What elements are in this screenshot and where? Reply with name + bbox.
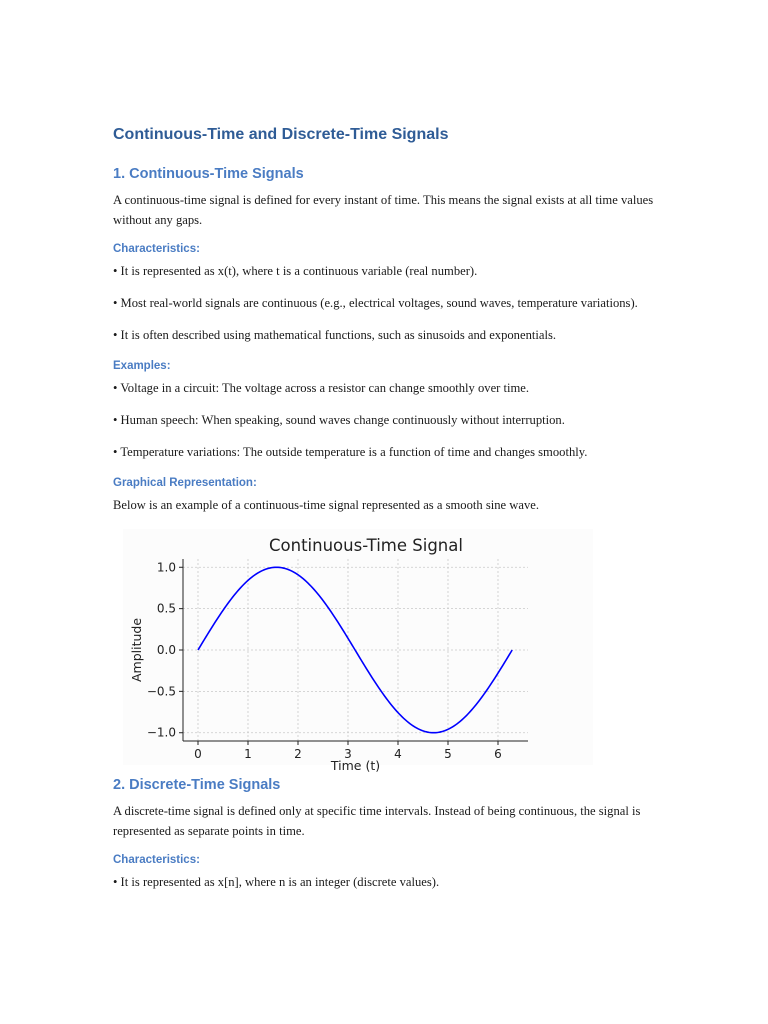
chart-series [198, 567, 512, 732]
continuous-characteristic-item: • Most real-world signals are continuous (e.g., electrical voltages, sound waves, temperature variations). [113, 296, 638, 310]
chart-svg [123, 529, 593, 773]
continuous-example-item: • Human speech: When speaking, sound waves change continuously without interruption. [113, 413, 565, 427]
chart-y-tick-label: −1.0 [146, 725, 176, 740]
chart-y-tick-label: 0.0 [156, 643, 176, 657]
discrete-characteristic-item: • It is represented as x[n], where n is an integer (discrete values). [113, 875, 440, 889]
continuous-examples-label: Examples: [113, 360, 171, 372]
document-content [113, 124, 658, 904]
discrete-intro-paragraph: A discrete-time signal is defined only at specific time intervals. Instead of being continuous, the signal is represented as separate points in time. [113, 804, 641, 838]
continuous-characteristic-item: • It is often described using mathematical functions, such as sinusoids and exponentials. [113, 328, 557, 342]
chart-x-tick-label: 3 [344, 747, 352, 761]
continuous-intro-paragraph: A continuous-time signal is defined for every instant of time. This means the signal exists at all time values without any gaps. [113, 193, 654, 227]
continuous-characteristics-label: Characteristics: [113, 243, 200, 255]
chart-x-tick-label: 4 [394, 747, 402, 761]
section-heading-discrete: 2. Discrete-Time Signals [113, 777, 281, 793]
continuous-example-item: • Temperature variations: The outside temperature is a function of time and changes smoothly. [113, 445, 588, 459]
section-heading-continuous: 1. Continuous-Time Signals [113, 166, 304, 182]
chart-title: Continuous-Time Signal [269, 536, 463, 555]
continuous-characteristic-item: • It is represented as x(t), where t is a continuous variable (real number). [113, 264, 478, 278]
chart-x-tick-label: 1 [244, 747, 252, 761]
chart-ticks [147, 560, 502, 761]
chart-y-tick-label: 1.0 [156, 560, 176, 575]
chart-x-tick-label: 2 [294, 747, 302, 761]
chart-y-tick-label: −0.5 [146, 684, 176, 699]
graphical-representation-text: Below is an example of a continuous-time signal represented as a smooth sine wave. [113, 498, 539, 512]
graphical-representation-label: Graphical Representation: [113, 477, 257, 489]
chart-series-line [198, 567, 512, 732]
chart-x-tick-label: 6 [494, 747, 502, 761]
continuous-example-item: • Voltage in a circuit: The voltage across a resistor can change smoothly over time. [113, 381, 530, 395]
chart-x-tick-label: 0 [194, 747, 202, 761]
chart-x-axis-label: Time (t) [330, 758, 381, 773]
chart-y-tick-label: 0.5 [156, 601, 176, 616]
discrete-characteristics-label: Characteristics: [113, 854, 200, 866]
chart-x-tick-label: 5 [444, 747, 452, 761]
chart-y-axis-label: Amplitude [129, 617, 144, 683]
sine-wave-chart [123, 529, 593, 773]
document-title: Continuous-Time and Discrete-Time Signals [113, 126, 449, 143]
